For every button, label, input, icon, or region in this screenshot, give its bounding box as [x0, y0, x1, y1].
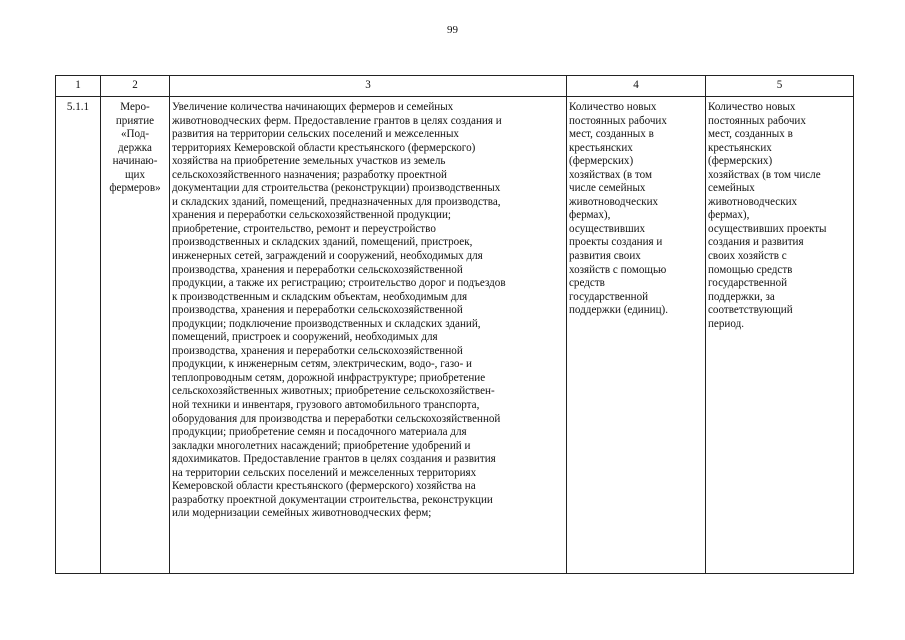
result-line: осуществивших проекты	[708, 222, 827, 235]
description-line: Кемеровской области крестьянского (фермерского) хозяйства на	[172, 480, 476, 493]
result-line: семейных	[708, 182, 755, 195]
table-header	[56, 76, 854, 97]
description-line: продукции, а также их регистрацию; строительство дорог и подъездов	[172, 277, 506, 290]
description-line: хранения и переработки сельскохозяйственной продукции;	[172, 209, 452, 222]
description-line: сельскохозяйственного назначения; разработку проектной	[172, 168, 447, 181]
description-line: сельскохозяйственных животных; приобретение сельскохозяйствен-	[172, 385, 495, 398]
measure-name-line: «Под-	[120, 128, 150, 141]
result-line: хозяйствах (в том числе	[708, 168, 821, 181]
page-number: 99	[447, 24, 458, 36]
result-line: помощью средств	[708, 263, 793, 276]
description-line: продукции; подключение производственных и складских зданий,	[172, 317, 481, 330]
indicator-line: осуществивших	[569, 222, 646, 235]
result-line: (фермерских)	[708, 155, 773, 168]
measures-table	[55, 75, 854, 574]
result-line: государственной	[708, 277, 788, 290]
measure-name-line: держка	[118, 141, 152, 154]
header-col-2: 2	[101, 76, 170, 97]
result-line: создания и развития	[708, 236, 804, 249]
description-line: на территории сельских поселений и межселенных территориях	[172, 466, 477, 479]
measure-name-line: приятие	[115, 114, 155, 127]
description-line: производства, хранения и переработки сельскохозяйственной	[172, 263, 463, 276]
indicator-line: хозяйств с помощью	[569, 263, 667, 276]
description-line: ядохимикатов. Предоставление грантов в целях создания и развития	[172, 453, 496, 466]
indicator-line: государственной	[569, 290, 649, 303]
indicator-line: числе семейных	[569, 182, 646, 195]
description-line: территориях Кемеровской области крестьянского (фермерского)	[172, 141, 476, 154]
result-line: крестьянских	[708, 141, 772, 154]
description-line: продукции; приобретение семян и посадочного материала для	[172, 426, 467, 439]
indicator-line: мест, созданных в	[569, 128, 654, 141]
description-line: закладки многолетних насаждений; приобретение удобрений и	[172, 439, 471, 452]
header-col-3: 3	[170, 76, 567, 97]
result-line: Количество новых	[708, 101, 796, 113]
measure-name-line: щих	[124, 168, 146, 181]
indicator-line: животноводческих	[569, 195, 659, 208]
description-line: производственных и складских зданий, помещений, пристроек,	[172, 236, 473, 249]
result-line: мест, созданных в	[708, 128, 793, 141]
description-line: и складских зданий, помещений, предназначенных для производства,	[172, 195, 501, 208]
indicator-line: хозяйствах (в том	[569, 168, 652, 181]
description-line: приобретение, строительство, ремонт и переустройство	[172, 222, 436, 235]
description-line: или модернизации семейных животноводческих ферм;	[172, 507, 432, 520]
description-line: развития на территории сельских поселений и межселенных	[172, 128, 459, 141]
measure-result	[706, 97, 854, 574]
result-line: фермах),	[708, 209, 750, 222]
indicator-line: поддержки (единиц).	[569, 304, 669, 317]
indicator-line: проекты создания и	[569, 236, 663, 249]
result-line: своих хозяйств с	[708, 250, 787, 263]
result-line: соответствующий	[708, 304, 793, 317]
indicator-line: развития своих	[569, 250, 641, 263]
description-line: помещений, пристроек и сооружений, необходимых для	[172, 331, 438, 344]
description-line: оборудования для производства и переработки сельскохозяйственной	[172, 412, 501, 425]
header-row	[56, 76, 854, 97]
description-line: документации для строительства (реконструкции) производственных	[172, 182, 501, 195]
indicator-line: крестьянских	[569, 141, 633, 154]
measure-name-line: Меро-	[120, 101, 150, 113]
indicator-line: (фермерских)	[569, 155, 634, 168]
measure-code: 5.1.1	[56, 97, 101, 574]
description-line: продукции, к инженерным сетям, электрическим, водо-, газо- и	[172, 358, 472, 371]
table-row	[56, 97, 854, 574]
header-col-4: 4	[567, 76, 706, 97]
header-col-1: 1	[56, 76, 101, 97]
measure-description	[170, 97, 567, 574]
header-col-5: 5	[706, 76, 854, 97]
description-line: животноводческих ферм. Предоставление грантов в целях создания и	[172, 114, 502, 127]
description-line: разработку проектной документации строительства, реконструкции	[172, 493, 493, 506]
indicator-line: постоянных рабочих	[569, 114, 667, 127]
description-line: теплопроводным сетям, дорожной инфраструктуре; приобретение	[172, 371, 486, 384]
measure-indicator	[567, 97, 706, 574]
result-line: постоянных рабочих	[708, 114, 806, 127]
measure-name-line: начинаю-	[112, 155, 158, 168]
description-line: Увеличение количества начинающих фермеров и семейных	[172, 101, 454, 113]
description-line: к производственным и складским объектам, необходимым для	[172, 290, 468, 303]
description-line: производства, хранения и переработки сельскохозяйственной	[172, 304, 463, 317]
measure-name	[101, 97, 170, 574]
result-line: поддержки, за	[708, 290, 775, 303]
result-line: период.	[708, 317, 744, 330]
indicator-line: средств	[569, 277, 605, 290]
description-line: ной техники и инвентаря, грузового автомобильного транспорта,	[172, 399, 480, 412]
description-line: инженерных сетей, заграждений и сооружений, необходимых для	[172, 250, 483, 263]
result-line: животноводческих	[708, 195, 798, 208]
description-line: хозяйства на приобретение земельных участков из земель	[172, 155, 446, 168]
description-line: производства, хранения и переработки сельскохозяйственной	[172, 344, 463, 357]
measure-name-line: фермеров»	[109, 182, 161, 195]
table-body	[56, 97, 854, 574]
indicator-line: Количество новых	[569, 101, 657, 113]
indicator-line: фермах),	[569, 209, 611, 222]
